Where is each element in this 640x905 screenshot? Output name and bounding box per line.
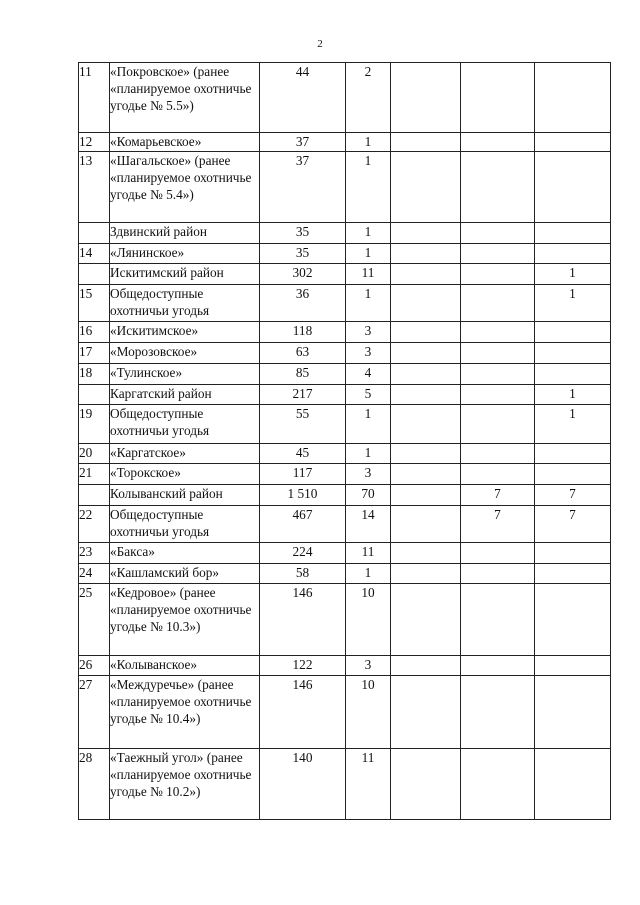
count-cell: 3 xyxy=(346,322,391,343)
area-cell: 117 xyxy=(260,464,346,485)
column-6-cell xyxy=(461,564,535,584)
row-number-cell: 15 xyxy=(79,285,110,322)
table-row xyxy=(79,749,611,820)
count-cell: 1 xyxy=(346,285,391,322)
table-row xyxy=(79,244,611,264)
row-number-cell xyxy=(79,223,110,244)
count-cell: 1 xyxy=(346,564,391,584)
area-cell: 146 xyxy=(260,676,346,749)
area-cell: 55 xyxy=(260,405,346,444)
area-cell: 36 xyxy=(260,285,346,322)
column-6-cell xyxy=(461,543,535,564)
table-row xyxy=(79,63,611,133)
column-5-cell xyxy=(391,405,461,444)
column-6-cell xyxy=(461,405,535,444)
column-6-cell xyxy=(461,133,535,152)
column-6-cell xyxy=(461,322,535,343)
row-number-cell: 24 xyxy=(79,564,110,584)
column-7-cell: 1 xyxy=(535,285,611,322)
name-cell: «Бакса» xyxy=(110,543,260,564)
column-6-cell xyxy=(461,343,535,364)
column-5-cell xyxy=(391,584,461,656)
column-6-cell xyxy=(461,364,535,385)
column-5-cell xyxy=(391,564,461,584)
column-6-cell xyxy=(461,656,535,676)
row-number-cell: 28 xyxy=(79,749,110,820)
name-cell: «Тулинское» xyxy=(110,364,260,385)
name-cell: Каргатский район xyxy=(110,385,260,405)
table-row xyxy=(79,405,611,444)
row-number-cell: 16 xyxy=(79,322,110,343)
column-7-cell xyxy=(535,564,611,584)
column-6-cell xyxy=(461,223,535,244)
row-number-cell: 22 xyxy=(79,506,110,543)
row-number-cell: 21 xyxy=(79,464,110,485)
column-5-cell xyxy=(391,656,461,676)
area-cell: 58 xyxy=(260,564,346,584)
column-5-cell xyxy=(391,264,461,285)
row-number-cell: 20 xyxy=(79,444,110,464)
row-number-cell: 19 xyxy=(79,405,110,444)
name-cell: «Кедровое» (ранее «планируемое охотничье угодье № 10.3») xyxy=(110,584,260,656)
count-cell: 5 xyxy=(346,385,391,405)
table-row xyxy=(79,444,611,464)
table-row xyxy=(79,364,611,385)
column-7-cell xyxy=(535,343,611,364)
table-row xyxy=(79,285,611,322)
table-row xyxy=(79,506,611,543)
count-cell: 1 xyxy=(346,444,391,464)
table-row xyxy=(79,656,611,676)
row-number-cell: 18 xyxy=(79,364,110,385)
row-number-cell: 17 xyxy=(79,343,110,364)
column-6-cell xyxy=(461,63,535,133)
count-cell: 70 xyxy=(346,485,391,506)
name-cell: Искитимский район xyxy=(110,264,260,285)
column-7-cell xyxy=(535,322,611,343)
area-cell: 37 xyxy=(260,152,346,223)
column-6-cell xyxy=(461,584,535,656)
column-5-cell xyxy=(391,749,461,820)
name-cell: Общедоступные охотничьи угодья xyxy=(110,405,260,444)
table-body xyxy=(79,63,611,820)
area-cell: 146 xyxy=(260,584,346,656)
area-cell: 1 510 xyxy=(260,485,346,506)
column-6-cell xyxy=(461,676,535,749)
area-cell: 122 xyxy=(260,656,346,676)
area-cell: 37 xyxy=(260,133,346,152)
district-row xyxy=(79,264,611,285)
column-5-cell xyxy=(391,385,461,405)
table-row xyxy=(79,564,611,584)
count-cell: 11 xyxy=(346,749,391,820)
count-cell: 1 xyxy=(346,405,391,444)
column-7-cell xyxy=(535,244,611,264)
area-cell: 217 xyxy=(260,385,346,405)
count-cell: 1 xyxy=(346,244,391,264)
name-cell: Колыванский район xyxy=(110,485,260,506)
name-cell: «Торокское» xyxy=(110,464,260,485)
row-number-cell: 27 xyxy=(79,676,110,749)
column-6-cell xyxy=(461,464,535,485)
column-5-cell xyxy=(391,223,461,244)
column-7-cell xyxy=(535,543,611,564)
district-row xyxy=(79,485,611,506)
count-cell: 3 xyxy=(346,343,391,364)
table-row xyxy=(79,343,611,364)
table-row xyxy=(79,584,611,656)
column-6-cell: 7 xyxy=(461,485,535,506)
column-5-cell xyxy=(391,63,461,133)
area-cell: 35 xyxy=(260,244,346,264)
column-5-cell xyxy=(391,285,461,322)
district-row xyxy=(79,223,611,244)
column-6-cell xyxy=(461,152,535,223)
table-row xyxy=(79,543,611,564)
table-row xyxy=(79,322,611,343)
area-cell: 140 xyxy=(260,749,346,820)
column-7-cell xyxy=(535,152,611,223)
column-7-cell xyxy=(535,464,611,485)
column-5-cell xyxy=(391,444,461,464)
name-cell: «Искитимское» xyxy=(110,322,260,343)
district-row xyxy=(79,385,611,405)
column-6-cell xyxy=(461,285,535,322)
row-number-cell xyxy=(79,485,110,506)
table-row xyxy=(79,133,611,152)
column-6-cell xyxy=(461,385,535,405)
row-number-cell: 13 xyxy=(79,152,110,223)
row-number-cell: 26 xyxy=(79,656,110,676)
column-6-cell xyxy=(461,244,535,264)
area-cell: 118 xyxy=(260,322,346,343)
column-7-cell xyxy=(535,63,611,133)
count-cell: 10 xyxy=(346,584,391,656)
column-7-cell: 7 xyxy=(535,485,611,506)
table-row xyxy=(79,152,611,223)
row-number-cell: 14 xyxy=(79,244,110,264)
column-6-cell: 7 xyxy=(461,506,535,543)
row-number-cell: 23 xyxy=(79,543,110,564)
column-5-cell xyxy=(391,485,461,506)
column-7-cell xyxy=(535,133,611,152)
column-7-cell xyxy=(535,444,611,464)
column-7-cell: 1 xyxy=(535,385,611,405)
column-7-cell: 1 xyxy=(535,405,611,444)
column-7-cell: 1 xyxy=(535,264,611,285)
column-7-cell xyxy=(535,223,611,244)
count-cell: 11 xyxy=(346,543,391,564)
name-cell: Общедоступные охотничьи угодья xyxy=(110,506,260,543)
table-row xyxy=(79,464,611,485)
column-7-cell xyxy=(535,364,611,385)
row-number-cell: 11 xyxy=(79,63,110,133)
row-number-cell: 25 xyxy=(79,584,110,656)
column-7-cell xyxy=(535,749,611,820)
column-5-cell xyxy=(391,322,461,343)
column-7-cell xyxy=(535,584,611,656)
hunting-grounds-table xyxy=(78,62,611,820)
area-cell: 467 xyxy=(260,506,346,543)
count-cell: 1 xyxy=(346,223,391,244)
name-cell: «Лянинское» xyxy=(110,244,260,264)
count-cell: 3 xyxy=(346,464,391,485)
column-6-cell xyxy=(461,444,535,464)
column-5-cell xyxy=(391,676,461,749)
name-cell: «Таежный угол» (ранее «планируемое охотничье угодье № 10.2») xyxy=(110,749,260,820)
count-cell: 2 xyxy=(346,63,391,133)
name-cell: «Кашламский бор» xyxy=(110,564,260,584)
column-7-cell xyxy=(535,676,611,749)
column-7-cell: 7 xyxy=(535,506,611,543)
column-6-cell xyxy=(461,749,535,820)
count-cell: 3 xyxy=(346,656,391,676)
column-5-cell xyxy=(391,133,461,152)
area-cell: 63 xyxy=(260,343,346,364)
count-cell: 11 xyxy=(346,264,391,285)
name-cell: «Морозовское» xyxy=(110,343,260,364)
area-cell: 44 xyxy=(260,63,346,133)
column-5-cell xyxy=(391,364,461,385)
column-5-cell xyxy=(391,543,461,564)
table-row xyxy=(79,676,611,749)
name-cell: Общедоступные охотничьи угодья xyxy=(110,285,260,322)
column-5-cell xyxy=(391,343,461,364)
name-cell: «Комарьевское» xyxy=(110,133,260,152)
column-5-cell xyxy=(391,244,461,264)
row-number-cell: 12 xyxy=(79,133,110,152)
name-cell: «Каргатское» xyxy=(110,444,260,464)
area-cell: 35 xyxy=(260,223,346,244)
count-cell: 10 xyxy=(346,676,391,749)
count-cell: 1 xyxy=(346,133,391,152)
count-cell: 4 xyxy=(346,364,391,385)
row-number-cell xyxy=(79,264,110,285)
column-5-cell xyxy=(391,464,461,485)
column-5-cell xyxy=(391,506,461,543)
area-cell: 85 xyxy=(260,364,346,385)
name-cell: «Колыванское» xyxy=(110,656,260,676)
column-6-cell xyxy=(461,264,535,285)
area-cell: 45 xyxy=(260,444,346,464)
area-cell: 302 xyxy=(260,264,346,285)
row-number-cell xyxy=(79,385,110,405)
name-cell: «Покровское» (ранее «планируемое охотничье угодье № 5.5») xyxy=(110,63,260,133)
area-cell: 224 xyxy=(260,543,346,564)
name-cell: Здвинский район xyxy=(110,223,260,244)
column-5-cell xyxy=(391,152,461,223)
name-cell: «Шагальское» (ранее «планируемое охотничье угодье № 5.4») xyxy=(110,152,260,223)
count-cell: 14 xyxy=(346,506,391,543)
column-7-cell xyxy=(535,656,611,676)
count-cell: 1 xyxy=(346,152,391,223)
page-number: 2 xyxy=(317,38,323,50)
name-cell: «Междуречье» (ранее «планируемое охотничье угодье № 10.4») xyxy=(110,676,260,749)
